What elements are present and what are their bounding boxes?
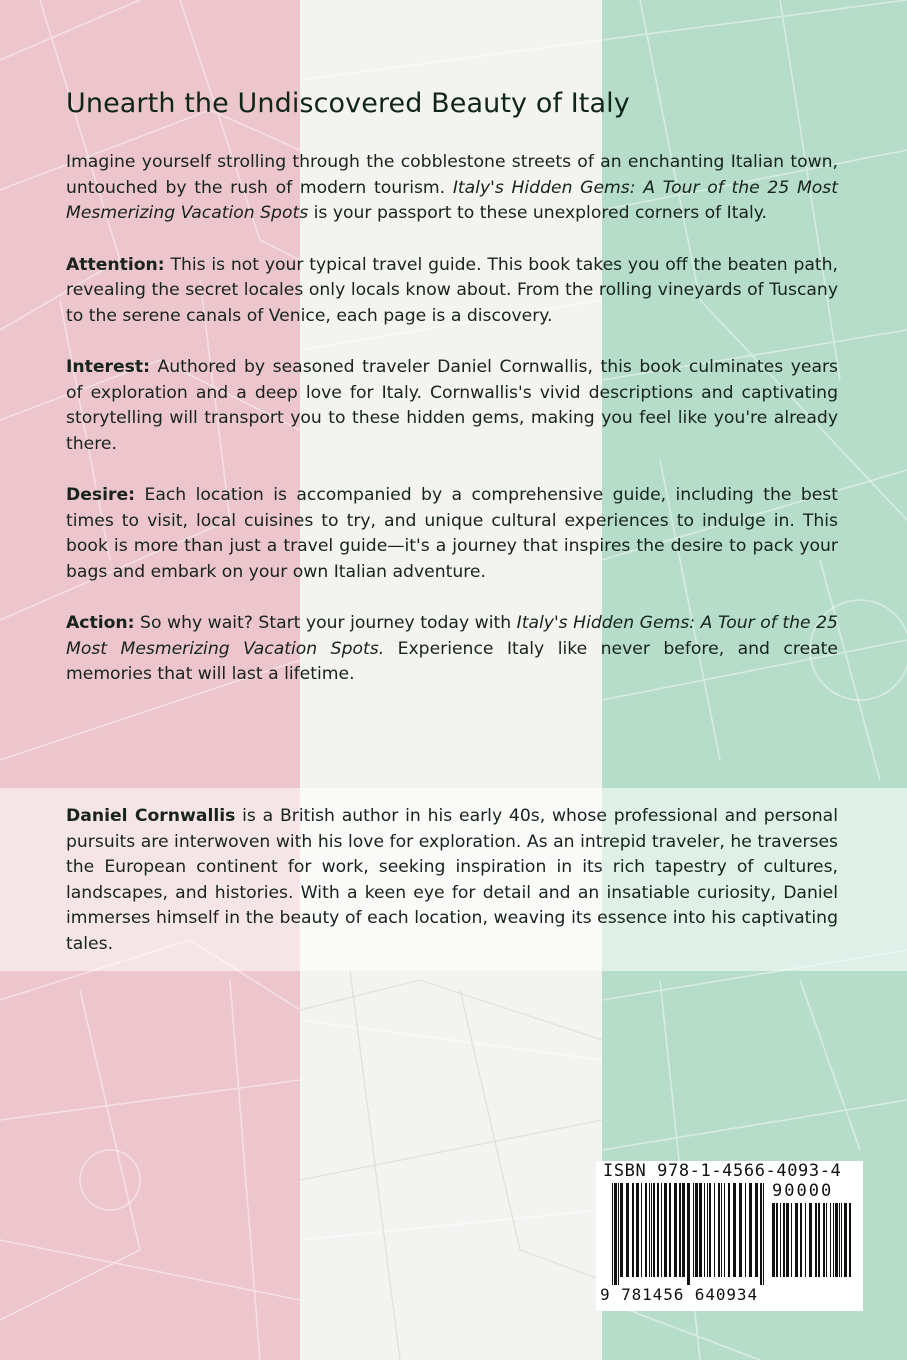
barcode-bar bbox=[755, 1183, 758, 1277]
barcode-bar bbox=[841, 1203, 842, 1277]
desire-label: Desire: bbox=[66, 485, 136, 505]
barcode-bar bbox=[661, 1183, 662, 1277]
barcode-bar bbox=[733, 1183, 736, 1277]
barcode-bar bbox=[632, 1183, 634, 1277]
barcode-bar bbox=[833, 1203, 834, 1277]
barcode-bar bbox=[693, 1183, 694, 1277]
ean-number: 9 781456 640934 bbox=[600, 1285, 758, 1304]
barcode-bar bbox=[739, 1183, 742, 1277]
barcode-bar bbox=[649, 1183, 650, 1277]
attention-paragraph bbox=[66, 253, 838, 330]
barcode-bar bbox=[795, 1203, 798, 1277]
barcode-bar bbox=[682, 1183, 685, 1277]
blurb-body bbox=[66, 150, 838, 714]
ean-barcode-bars bbox=[612, 1183, 764, 1285]
barcode-bar bbox=[687, 1183, 690, 1285]
action-label: Action: bbox=[66, 613, 135, 633]
book-title-italic: Italy's Hidden Gems: A Tour of the 25 Most Mesmerizing Vacation Spots bbox=[66, 177, 838, 223]
barcode-bar bbox=[839, 1203, 840, 1277]
barcode-bar bbox=[612, 1183, 613, 1285]
isbn-number: ISBN 978-1-4566-4093-4 bbox=[603, 1161, 842, 1181]
barcode-bar bbox=[780, 1203, 781, 1277]
barcode-bar bbox=[714, 1183, 715, 1277]
barcode-bar bbox=[669, 1183, 671, 1277]
book-title-italic-2: Italy's Hidden Gems: A Tour of the 25 Most Mesmerizing Vacation Spots. bbox=[66, 613, 838, 659]
author-bio-text: is a British author in his early 40s, whose professional and personal pursuits are interwoven with his love for exploration. As an intrepid traveler, he traverses the European continent for work, seeking inspiration in its rich tapestry of cultures, landscapes, and histories. With a keen eye for detail and an insatiable curiosity, Daniel immerses himself in the beauty of each location, weaving its essence into his captivating tales. bbox=[66, 806, 838, 954]
barcode-bar bbox=[618, 1183, 619, 1285]
barcode-bar bbox=[823, 1203, 825, 1277]
barcode-bar bbox=[679, 1183, 681, 1277]
barcode-bar bbox=[664, 1183, 667, 1277]
intro-text-end: is your passport to these unexplored corners of Italy. bbox=[308, 203, 767, 223]
barcode-bar bbox=[674, 1183, 677, 1277]
barcode-bar bbox=[760, 1183, 762, 1285]
intro-text: Imagine yourself strolling through the cobblestone streets of an enchanting Italian town, untouched by the rush of modern tourism. bbox=[66, 152, 838, 198]
barcode-bar bbox=[763, 1183, 764, 1285]
barcode-bar bbox=[815, 1203, 817, 1277]
author-name: Daniel Cornwallis bbox=[66, 806, 236, 826]
barcode-bar bbox=[728, 1183, 730, 1277]
barcode-bar bbox=[826, 1203, 827, 1277]
intro-paragraph bbox=[66, 150, 838, 227]
barcode-bar bbox=[709, 1183, 711, 1277]
barcode-bar bbox=[835, 1203, 838, 1277]
barcode-bar bbox=[772, 1203, 775, 1277]
author-bio bbox=[66, 804, 838, 957]
barcode-bar bbox=[791, 1203, 792, 1277]
barcode-bar bbox=[645, 1183, 647, 1277]
barcode-bar bbox=[724, 1183, 725, 1277]
interest-text: Authored by seasoned traveler Daniel Cornwallis, this book culminates years of exploration and a deep love for Italy. Cornwallis's vivid descriptions and captivating storytelling will transport you to these hidden gems, making you feel like you're already there. bbox=[66, 357, 838, 454]
barcode-bar bbox=[849, 1203, 851, 1277]
barcode-bar bbox=[809, 1203, 812, 1277]
barcode-bar bbox=[745, 1183, 746, 1277]
barcode-bar bbox=[718, 1183, 720, 1277]
barcode-bar bbox=[636, 1183, 639, 1277]
barcode-bar bbox=[776, 1203, 778, 1277]
barcode-bar bbox=[818, 1203, 820, 1277]
barcode-bar bbox=[749, 1183, 752, 1277]
barcode-bar bbox=[704, 1183, 705, 1277]
attention-label: Attention: bbox=[66, 254, 165, 275]
action-paragraph bbox=[66, 611, 838, 688]
barcode-bar bbox=[844, 1203, 847, 1277]
barcode-bar bbox=[651, 1183, 652, 1277]
barcode-bar bbox=[786, 1203, 789, 1277]
interest-paragraph bbox=[66, 355, 838, 457]
back-cover-title: Unearth the Undiscovered Beauty of Italy bbox=[66, 88, 630, 119]
price-addon-code: 90000 bbox=[772, 1181, 834, 1201]
barcode-bar bbox=[641, 1183, 642, 1277]
attention-text: This is not your typical travel guide. This book takes you off the beaten path, revealing the secret locales only locals know about. From the rolling vineyards of Tuscany to the serene canals of Venice, each page is a discovery. bbox=[66, 254, 838, 326]
barcode-bar bbox=[620, 1183, 623, 1277]
action-text-end: Experience Italy like never before, and create memories that will last a lifetime. bbox=[66, 638, 838, 684]
desire-text: Each location is accompanied by a comprehensive guide, including the best times to visit, local cuisines to try, and unique cultural experiences to indulge in. This book is more than just a travel guide—it's a journey that inspires the desire to pack your bags and embark on your own Italian adventure. bbox=[66, 485, 838, 582]
interest-label: Interest: bbox=[66, 357, 150, 377]
barcode-bar bbox=[830, 1203, 831, 1277]
addon-barcode-bars bbox=[772, 1203, 854, 1285]
barcode-bar bbox=[707, 1183, 708, 1277]
action-text: So why wait? Start your journey today with bbox=[134, 613, 517, 633]
barcode-bar bbox=[721, 1183, 722, 1277]
barcode-bar bbox=[783, 1203, 785, 1277]
barcode-bar bbox=[653, 1183, 655, 1277]
desire-paragraph bbox=[66, 483, 838, 585]
barcode-bar bbox=[657, 1183, 659, 1277]
barcode-bar bbox=[614, 1183, 617, 1285]
barcode-bar bbox=[800, 1203, 802, 1277]
barcode-bar bbox=[805, 1203, 806, 1277]
barcode-bar bbox=[699, 1183, 702, 1277]
barcode-bar bbox=[626, 1183, 629, 1277]
barcode-bar bbox=[695, 1183, 698, 1277]
